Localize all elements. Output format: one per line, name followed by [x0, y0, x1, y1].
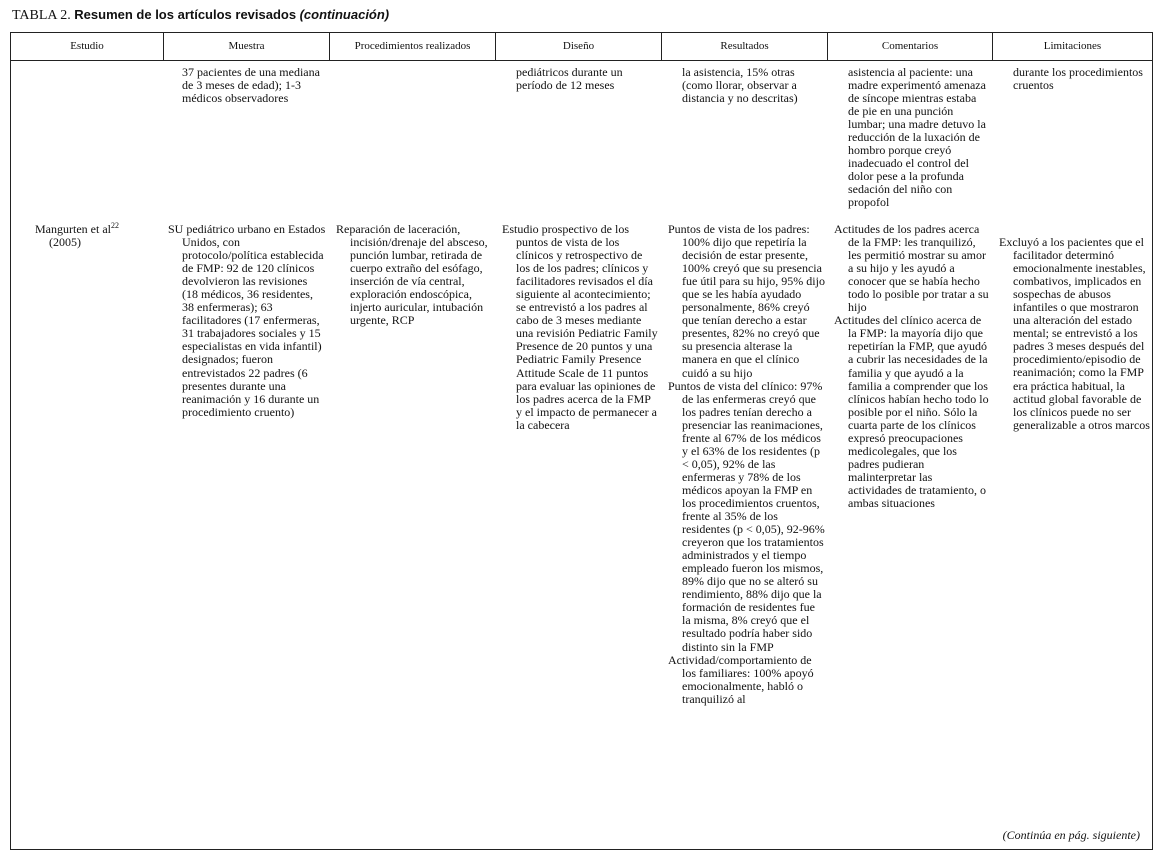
cell-limitaciones [999, 236, 1151, 432]
cell-muestra [168, 223, 326, 419]
table-title: Resumen de los artículos revisados [74, 7, 297, 22]
header-procedimientos: Procedimientos realizados [354, 40, 471, 52]
cell-muestra-continued [182, 66, 324, 105]
cell-paragraph: Actitudes de los padres acerca de la FMP: les tranquilizó, les permitió mostrar su amor a su hijo y les ayudó a conocer que se había hecho todo lo posible por tratar a su hijo [834, 222, 989, 315]
summary-table [10, 32, 1153, 850]
study-name: Mangurten et al [35, 222, 111, 236]
cell-resultados-continued [682, 66, 825, 105]
cell-comentarios [834, 223, 989, 510]
cell-estudio [35, 223, 160, 249]
header-estudio: Estudio [70, 40, 104, 52]
cell-text: SU pediátrico urbano en Estados Unidos, con protocolo/política establecida de FMP: 92 de 120 clínicos devolvieron las revisiones (18 médicos, 36 residentes, 38 enfermeras); 63 facilitadores (17 enfermeras, 31 trabajadores sociales y 15 especialistas en vida infantil) designados; fueron entrevistados 22 padres (6 presentes durante una reanimación y 16 durante un procedimiento cruento) [168, 222, 326, 419]
study-reference: 22 [110, 221, 119, 230]
study-year: (2005) [49, 235, 81, 250]
cell-resultados [668, 223, 825, 706]
header-limitaciones: Limitaciones [1043, 40, 1102, 52]
continuation-note: (Continúa en pág. siguiente) [1002, 828, 1140, 842]
cell-text: Reparación de laceración, incisión/drenaje del absceso, punción lumbar, retirada de cuerpo extraño del esófago, inserción de vía central, exploración endoscópica, injerto auricular, intubación urgente, RCP [336, 222, 488, 328]
header-muestra: Muestra [228, 40, 265, 52]
cell-text: asistencia al paciente: una madre experimentó amenaza de síncope mientras estaba de pie en una punción lumbar; una madre detuvo la reducción de la luxación de hombro porque creyó inadecuado el control del dolor pese a la profunda sedación del niño con propofol [848, 65, 986, 210]
cell-paragraph: Puntos de vista del clínico: 97% de las enfermeras creyó que los padres tenían derecho a presenciar las reanimaciones, frente al 67% de los médicos y el 63% de los residentes (p < 0,05), 92% de las enfermeras y 78% de los médicos apoyan la FMP en los procedimientos cruentos, frente al 35% de los residentes (p < 0,05), 92-96% creyeron que los tratamientos administrados y el tiempo empleado fueron los mismos, 89% dijo que no se alteró su rendimiento, 88% dijo que la formación de residentes fue la misma, 8% creyó que el resultado podría haber sido distinto sin la FMP [668, 378, 825, 654]
cell-comentarios-continued [848, 66, 988, 210]
cell-limitaciones-continued [1013, 66, 1151, 92]
cell-text: durante los procedimientos cruentos [1013, 65, 1143, 93]
cell-paragraph: Actitudes del clínico acerca de la FMP: la mayoría dijo que repetirían la FMP, que ayudó a cubrir las necesidades de la familia y que ayudó a la familia a comprender que los clínicos habían hecho todo lo posible por el niño. Sólo la cuarta parte de los clínicos expresó preocupaciones medicolegales, que los padres pudieran malinterpretar las actividades de tratamiento, o ambas situaciones [834, 313, 989, 510]
header-comentarios: Comentarios [881, 40, 939, 52]
cell-text: pediátricos durante un período de 12 meses [516, 65, 623, 93]
table-caption [12, 6, 389, 25]
cell-paragraph: Actividad/comportamiento de los familiares: 100% apoyó emocionalmente, habló o tranquilizó al [668, 652, 814, 706]
table-label: TABLA 2. [12, 8, 71, 23]
cell-text: 37 pacientes de una mediana de 3 meses de edad); 1-3 médicos observadores [182, 65, 320, 106]
cell-procedimientos [336, 223, 492, 327]
cell-text: la asistencia, 15% otras (como llorar, observar a distancia y no descritas) [682, 65, 798, 106]
cell-text: Excluyó a los pacientes que el facilitador determinó emocionalmente inestables, combativos, implicados en sospechas de abusos infantiles o que mostraron una alteración del estado mental; se entrevistó a los padres 3 meses después del procedimiento/episodio de reanimación; como la FMP era práctica habitual, la actitud global favorable de los clínicos puede no ser generalizable a otros marcos [999, 235, 1150, 432]
cell-paragraph: Puntos de vista de los padres: 100% dijo que repetiría la decisión de estar presente, 100% creyó que su presencia fue útil para su hijo, 95% dijo que se les había ayudado personalmente, 86% creyó que tenían derecho a estar presentes, 82% no creyó que su presencia alterase la manera en que el clínico cuidó a su hijo [668, 222, 825, 380]
header-resultados: Resultados [720, 40, 769, 52]
table-continuation: (continuación) [299, 7, 390, 22]
header-rule [11, 60, 1152, 61]
cell-diseno [502, 223, 659, 432]
header-diseno: Diseño [562, 40, 595, 52]
cell-text: Estudio prospectivo de los puntos de vista de los clínicos y retrospectivo de los de los padres; clínicos y facilitadores revisados el día siguiente al acontecimiento; se entrevistó a los padres al cabo de 3 meses mediante una revisión Pediatric Family Presence de 20 puntos y una Pediatric Family Presence Attitude Scale de 11 puntos para evaluar las opiniones de los padres acerca de la FMP y el impacto de permanecer a la cabecera [502, 222, 658, 432]
cell-diseno-continued [516, 66, 658, 92]
